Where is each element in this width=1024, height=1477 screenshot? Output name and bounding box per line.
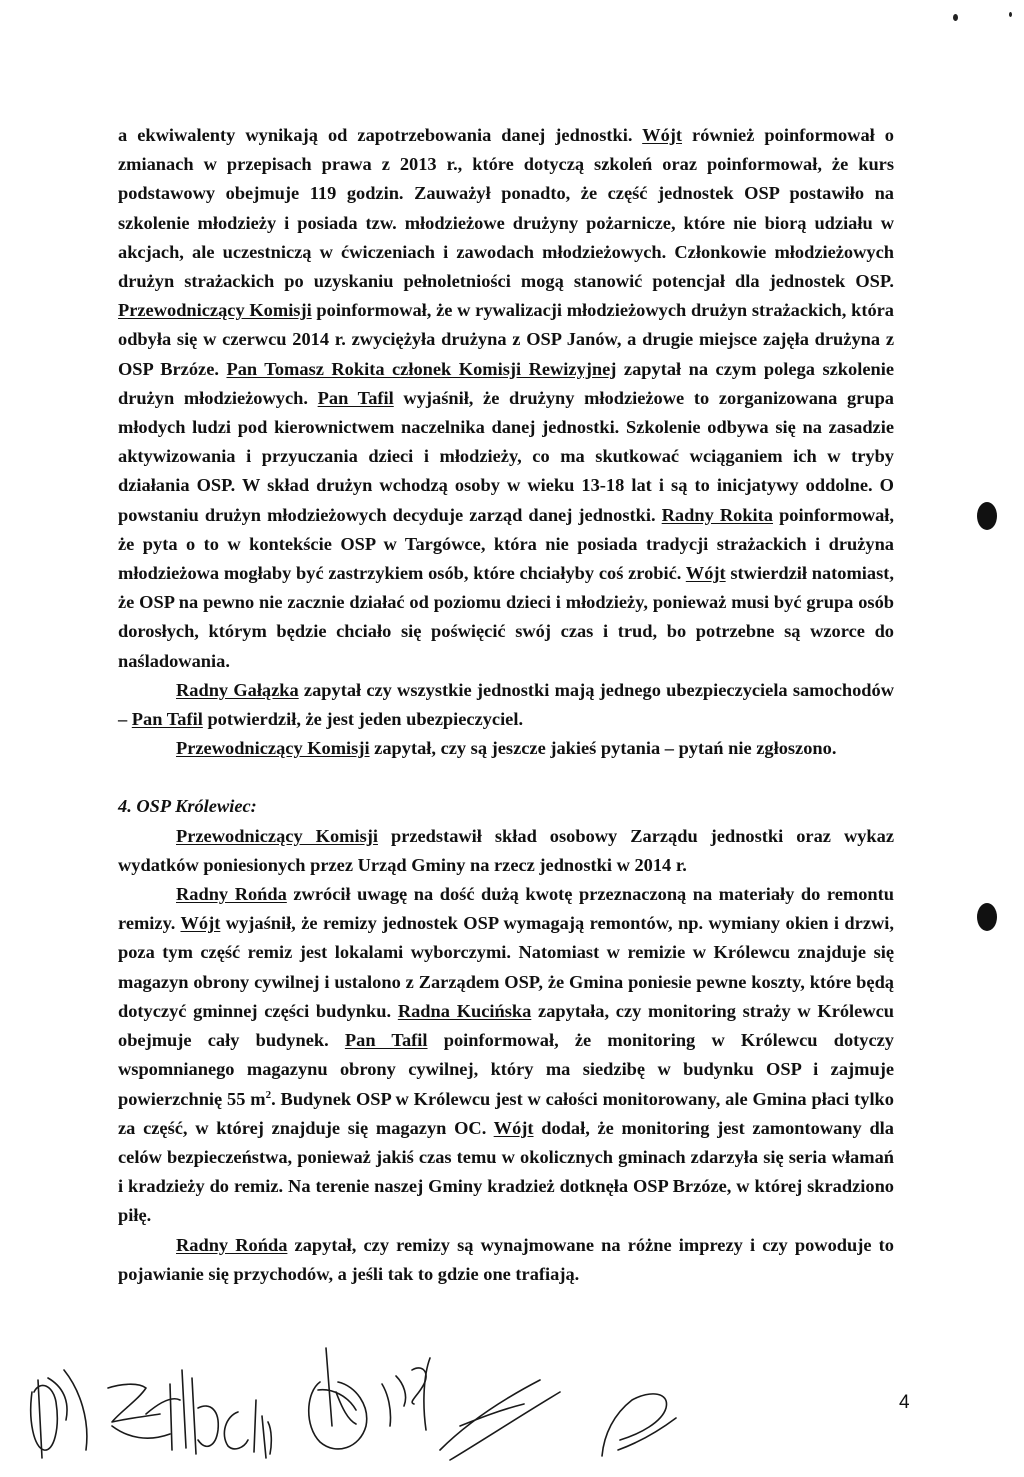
- speaker-name: Pan Tafil: [131, 709, 203, 730]
- speaker-name: Radny Rokita: [661, 504, 773, 525]
- text: zapytała, czy monitoring straży w Królewcu obejmuje cały budynek.: [118, 1000, 895, 1051]
- signature-8: [602, 1394, 676, 1456]
- text: a ekwiwalenty wynikają od zapotrzebowania danej jednostki.: [118, 125, 643, 145]
- signature-3: [170, 1370, 218, 1454]
- speaker-name: Radny Rońda: [176, 884, 287, 905]
- paragraph-3: [118, 734, 894, 763]
- text: zapytał na czym polega szkolenie drużyn młodzieżowych.: [118, 358, 894, 408]
- speaker-name: Wójt: [642, 125, 683, 145]
- signature-2: [108, 1384, 180, 1438]
- superscript: 2: [265, 1088, 272, 1101]
- speaker-name: Radny Gałązka: [176, 679, 299, 700]
- section-number: 4.: [118, 796, 132, 817]
- spacer: [118, 763, 894, 792]
- text: przedstawił skład osobowy Zarządu jednostki oraz wykaz wydatków poniesionych przez Urząd Gminy na rzecz jednostki w 2014 r.: [118, 825, 895, 875]
- speaker-name: Przewodniczący Komisji: [176, 825, 378, 846]
- speaker-name: Radna Kucińska: [397, 1000, 532, 1021]
- speaker-name: Pan Tafil: [317, 387, 394, 408]
- text: potwierdził, że jest jeden ubezpieczyciel.: [202, 709, 524, 730]
- speaker-name: Wójt: [685, 563, 726, 584]
- signature-4: [224, 1400, 271, 1458]
- scan-speck: [1009, 12, 1012, 17]
- text: poinformował, że pyta o to w kontekście OSP w Targówce, która nie posiada tradycji strażackich i drużyna młodzieżowa mogłaby być zastrzykiem osób, które chciałyby coś zrobić.: [118, 504, 895, 584]
- section-heading: [118, 792, 894, 821]
- text: zwrócił uwagę na dość dużą kwotę przeznaczoną na materiały do remontu remizy.: [118, 884, 895, 934]
- text: zapytał czy wszystkie jednostki mają jednego ubezpieczyciela samochodów –: [118, 679, 894, 730]
- signature-7: [440, 1380, 560, 1460]
- speaker-name: Przewodniczący Komisji: [118, 300, 312, 321]
- text: wyjaśnił, że drużyny młodzieżowe to zorganizowana grupa młodych ludzi pod kierownictwem naczelnika danej jednostki. Szkolenie odbywa się na zasadzie aktywizowania i przyuczania dzieci i młodzieży, co ma skutkować wciąganiem ich w tryby działania OSP. W skład drużyn wchodzą osoby w wieku 13-18 lat i są to inicjatywy oddolne. O powstaniu drużyn młodzieżowych decyduje zarząd danej jednostki.: [118, 387, 894, 525]
- text: wyjaśnił, że remizy jednostek OSP wymagają remontów, np. wymiany okien i drzwi, poza tym część remiz jest lokalami wyborczymi. Natomiast w remizie w Królewcu znajduje się magazyn obrony cywilnej i ustalono z Zarządem OSP, że Gmina poniesie pewne koszty, które będą dotyczyć gminnej części budynku.: [118, 913, 894, 1021]
- speaker-name: Pan Tafil: [344, 1030, 428, 1051]
- speaker-name: Przewodniczący Komisji: [176, 738, 370, 759]
- punch-hole: [977, 903, 997, 931]
- text: poinformował, że monitoring w Królewcu dotyczy wspomnianego magazynu obrony cywilnej, który ma siedzibę w budynku OSP i zajmuje powierzchnię 55 m: [118, 1030, 894, 1109]
- page-number: 4: [899, 1392, 910, 1413]
- signature-1: [31, 1370, 87, 1458]
- signature-6: [382, 1358, 430, 1430]
- text: zapytał, czy są jeszcze jakieś pytania – pytań nie zgłoszono.: [369, 738, 837, 759]
- text: poinformował, że w rywalizacji młodzieżowych drużyn strażackich, która odbyła się w czerwcu 2014 r. zwyciężyła drużyna z OSP Janów, a drugie miejsce zajęła drużyna z OSP Brzóze.: [118, 300, 895, 379]
- speaker-name: Pan Tomasz Rokita członek Komisji Rewizyjnej: [226, 358, 617, 379]
- paragraph-1: [118, 121, 894, 676]
- speaker-name: Wójt: [180, 913, 221, 934]
- paragraph-4: [118, 822, 894, 880]
- paragraph-2: [118, 676, 894, 734]
- speaker-name: Radny Rońda: [176, 1234, 288, 1255]
- section-title: OSP Królewiec:: [136, 796, 257, 817]
- text: również poinformował o zmianach w przepisach prawa z 2013 r., które dotyczą szkoleń oraz poinformował, że kurs podstawowy obejmuje 119 godzin. Zauważył ponadto, że część jednostek OSP postawiło na szkolenie młodzieży i posiada tzw. młodzieżowe drużyny pożarnicze, które nie biorą udziału w akcjach, ale uczestniczą w ćwiczeniach i zawodach młodzieżowych. Członkowie młodzieżowych drużyn strażackich po uzyskaniu pełnoletniości mogą stanowić potencjał dla jednostek OSP.: [118, 125, 894, 292]
- speaker-name: Wójt: [493, 1117, 534, 1138]
- text: stwierdził natomiast, że OSP na pewno nie zacznie działać od poziomu dzieci i młodzieży, ponieważ musi być grupa osób dorosłych, którym będzie chciało się poświęcić swój czas i trud, bo potrzebne są wzorce do naśladowania.: [118, 563, 894, 671]
- paragraph-5: [118, 880, 894, 1230]
- body-text: [118, 121, 894, 1289]
- punch-hole: [977, 502, 997, 530]
- handwritten-signatures: [20, 1330, 720, 1470]
- signature-5: [309, 1348, 367, 1449]
- scan-speck: [953, 14, 958, 21]
- text: . Budynek OSP w Królewcu jest w całości monitorowany, ale Gmina płaci tylko za część, w której znajduje się magazyn OC.: [118, 1088, 894, 1138]
- text: zapytał, czy remizy są wynajmowane na różne imprezy i czy powoduje to pojawianie się przychodów, a jeśli tak to gdzie one trafiają.: [118, 1234, 894, 1284]
- paragraph-6: [118, 1231, 894, 1289]
- text: dodał, że monitoring jest zamontowany dla celów bezpieczeństwa, ponieważ jakiś czas temu w okolicznych gminach zdarzyła się seria włamań i kradzieży do remiz. Na terenie naszej Gminy kradzież dotknęła OSP Brzóze, w której skradziono piłę.: [118, 1117, 894, 1226]
